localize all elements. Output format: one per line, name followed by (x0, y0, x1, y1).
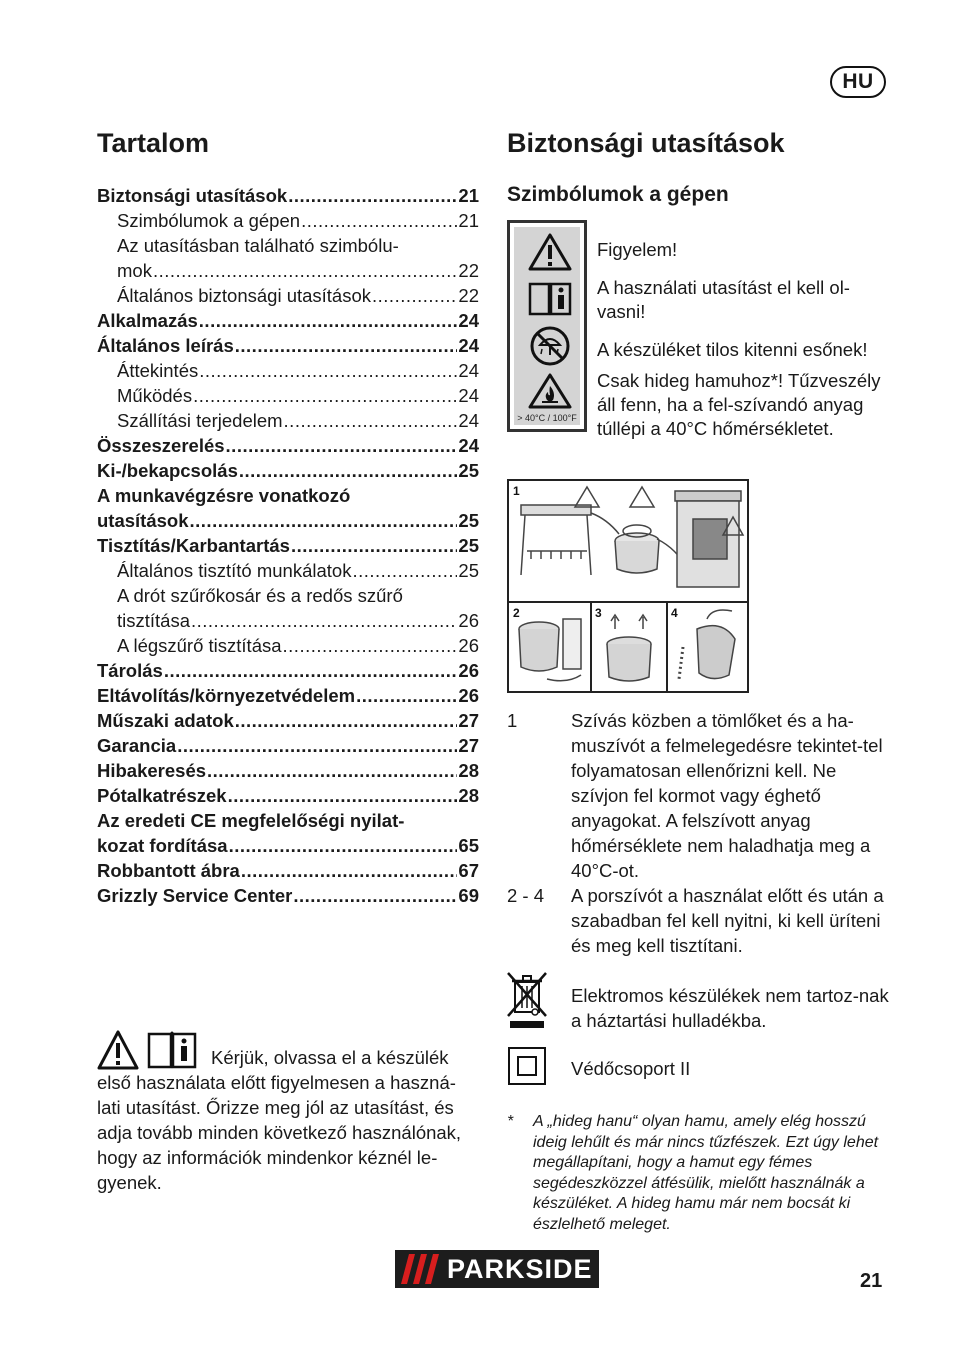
protection-class-2-icon (507, 1046, 547, 1086)
usage-illustration (507, 479, 749, 693)
item-number: 1 (507, 710, 518, 731)
toc-leader-dots (284, 408, 458, 433)
toc-leader-dots (177, 733, 457, 758)
symbol-text-read-manual: A használati utasítást el kell ol-vasni! (597, 277, 850, 322)
toc-entry (97, 258, 479, 283)
toc-entry (97, 558, 479, 583)
table-of-contents (97, 183, 479, 908)
toc-leader-dots (235, 708, 458, 733)
toc-entry-title: Eltávolítás/környezetvédelem (97, 685, 356, 706)
toc-entry-page: 21 (458, 210, 479, 231)
toc-entry-title: Robbantott ábra (97, 860, 240, 881)
toc-leader-dots (199, 358, 457, 383)
page-number: 21 (860, 1270, 883, 1292)
toc-entry-title: Hibakeresés (97, 760, 207, 781)
toc-entry-title: Alkalmazás (97, 310, 198, 331)
toc-entry-title: Összeszerelés (97, 435, 225, 456)
toc-entry (97, 683, 479, 708)
weee-text: Elektromos készülékek nem tartoz-nak a háztartási hulladékba. (571, 985, 889, 1031)
toc-entry (97, 758, 479, 783)
toc-entry (97, 733, 479, 758)
figure-number-3: 3 (595, 606, 602, 620)
toc-entry-title: utasítások (97, 510, 189, 531)
toc-entry-title: Műszaki adatok (97, 710, 234, 731)
symbol-text-no-rain: A készüléket tilos kitenni esőnek! (597, 339, 868, 360)
toc-leader-dots (293, 883, 457, 908)
toc-entry (97, 783, 479, 808)
toc-leader-dots (352, 558, 457, 583)
toc-entry-title: Az eredeti CE megfelelőségi nyilat- (97, 810, 405, 831)
item-number: 2 - 4 (507, 885, 545, 906)
toc-leader-dots (372, 283, 457, 308)
toc-entry (97, 608, 479, 633)
toc-leader-dots (301, 208, 457, 233)
toc-entry (97, 633, 479, 658)
toc-entry (97, 708, 479, 733)
toc-entry-title: Áttekintés (117, 360, 199, 381)
toc-entry-title: Az utasításban található szimbólu- (117, 235, 399, 256)
toc-leader-dots (241, 858, 458, 883)
toc-entry-title: Általános tisztító munkálatok (117, 560, 352, 581)
toc-entry (97, 858, 479, 883)
toc-leader-dots (228, 783, 458, 808)
note-text: Kérjük, olvassa el a készülék első használata előtt figyelmesen a haszná-lati utasítást. Őrizze meg jól az utasítást, és adja tovább minden következő használónak, hogy az információk mindenkor kéznél le-gyenek. (97, 1047, 462, 1193)
toc-entry-page: 24 (458, 435, 479, 456)
toc-leader-dots (291, 533, 457, 558)
toc-entry-title: Garancia (97, 735, 177, 756)
toc-entry (97, 658, 479, 683)
toc-entry-page: 22 (458, 260, 479, 281)
toc-entry-title: Általános biztonsági utasítások (117, 285, 372, 306)
toc-leader-dots (190, 508, 458, 533)
class-2-text: Védőcsoport II (571, 1058, 691, 1079)
symbol-text-cold-ash: Csak hideg hamuhoz*! Tűzveszély áll fenn, ha a fel-szívandó anyag túllépi a 40°C hőmérsékletet. (597, 370, 881, 439)
toc-entry-page: 26 (458, 610, 479, 631)
read-manual-note (97, 1030, 479, 1195)
toc-entry-title: kozat fordítása (97, 835, 228, 856)
toc-entry-title: Szállítási terjedelem (117, 410, 283, 431)
toc-leader-dots (191, 608, 457, 633)
toc-entry-page: 22 (458, 285, 479, 306)
parkside-logo (395, 1250, 599, 1288)
toc-entry (97, 483, 479, 508)
toc-entry-page: 26 (458, 660, 479, 681)
toc-entry (97, 308, 479, 333)
toc-entry-title: Működés (117, 385, 193, 406)
instruction-item-1 (507, 708, 897, 883)
toc-entry-title: Szimbólumok a gépen (117, 210, 301, 231)
safety-title: Biztonsági utasítások (507, 128, 785, 158)
no-rain-icon (528, 325, 572, 367)
toc-leader-dots (283, 633, 458, 658)
toc-entry (97, 358, 479, 383)
toc-entry-title: mok (117, 260, 152, 281)
footnote-text: A „hideg hanu“ olyan hamu, amely elég hosszú ideig lehűlt és már nincs tűzfészek. Ezt úgy lehet megállapítani, hogy a hamut egy fémes segédeszközzel átfésülik, mielőtt használnák a készüléket. A hideg hamu már nem bocsát ki észlelhető meleget. (533, 1113, 879, 1233)
toc-entry (97, 383, 479, 408)
toc-entry-page: 24 (458, 360, 479, 381)
toc-entry-page: 26 (458, 635, 479, 656)
logo-slashes-icon (401, 1254, 443, 1284)
toc-entry-page: 65 (458, 835, 479, 856)
toc-entry-title: Általános leírás (97, 335, 234, 356)
toc-entry-title: A légszűrő tisztítása (117, 635, 282, 656)
figure-number-4: 4 (671, 606, 678, 620)
toc-entry (97, 333, 479, 358)
toc-entry (97, 283, 479, 308)
toc-leader-dots (229, 833, 458, 858)
footnote-mark: * (507, 1113, 514, 1130)
read-manual-icon (528, 281, 572, 317)
toc-leader-dots (153, 258, 457, 283)
fire-hazard-icon (528, 373, 572, 409)
toc-entry (97, 508, 479, 533)
toc-title: Tartalom (97, 128, 210, 158)
warning-icon (97, 1030, 139, 1070)
toc-entry-title: Tisztítás/Karbantartás (97, 535, 290, 556)
instruction-item-2-4 (507, 883, 897, 958)
toc-leader-dots (356, 683, 457, 708)
toc-entry-title: tisztítása (117, 610, 190, 631)
toc-entry-page: 24 (458, 310, 479, 331)
crossed-bin-icon (505, 970, 549, 1030)
toc-entry-page: 27 (458, 710, 479, 731)
temperature-label: > 40°C / 100°F (517, 413, 577, 423)
toc-leader-dots (199, 308, 458, 333)
toc-entry-title: Ki-/bekapcsolás (97, 460, 238, 481)
toc-entry (97, 183, 479, 208)
toc-leader-dots (164, 658, 458, 683)
language-badge: HU (830, 66, 886, 98)
toc-entry-page: 25 (458, 510, 479, 531)
symbols-subtitle: Szimbólumok a gépen (507, 183, 729, 206)
toc-entry-title: Biztonsági utasítások (97, 185, 288, 206)
toc-leader-dots (288, 183, 457, 208)
toc-entry-page: 69 (458, 885, 479, 906)
toc-entry-page: 24 (458, 335, 479, 356)
toc-entry (97, 433, 479, 458)
toc-leader-dots (193, 383, 457, 408)
read-manual-icon (147, 1030, 197, 1070)
toc-leader-dots (226, 433, 458, 458)
toc-entry-page: 28 (458, 760, 479, 781)
toc-entry (97, 233, 479, 258)
symbol-text-warning: Figyelem! (597, 239, 678, 260)
note-icons (97, 1030, 197, 1070)
toc-entry-page: 28 (458, 785, 479, 806)
toc-entry-page: 25 (458, 560, 479, 581)
toc-leader-dots (207, 758, 457, 783)
toc-entry-page: 24 (458, 385, 479, 406)
toc-entry (97, 808, 479, 833)
toc-entry (97, 833, 479, 858)
warning-icon (528, 233, 572, 271)
toc-leader-dots (235, 333, 458, 358)
toc-entry-title: A drót szűrőkosár és a redős szűrő (117, 585, 403, 606)
figure-number-2: 2 (513, 606, 520, 620)
toc-entry-title: Pótalkatrészek (97, 785, 227, 806)
toc-entry (97, 458, 479, 483)
figure-number-1: 1 (513, 484, 520, 498)
toc-entry-page: 21 (458, 185, 479, 206)
item-text: Szívás közben a tömlőket és a ha-muszívót a felmelegedésre tekintet-tel folyamatosan ellenőrizni kell. Ne szívjon fel kormot vagy éghető anyagokat. A felszívott anyag hőmérséklete nem haladhatja meg a 40°C-ot. (571, 710, 883, 881)
toc-entry-page: 24 (458, 410, 479, 431)
item-text: A porszívót a használat előtt és után a szabadban fel kell nyitni, ki kell üríteni és meg kell tisztítani. (571, 885, 884, 956)
toc-entry (97, 208, 479, 233)
toc-entry (97, 883, 479, 908)
machine-symbols-panel (507, 220, 587, 432)
toc-entry-title: Tárolás (97, 660, 163, 681)
brand-name: PARKSIDE (447, 1254, 593, 1284)
toc-entry (97, 533, 479, 558)
toc-entry-title: A munkavégzésre vonatkozó (97, 485, 351, 506)
toc-entry (97, 583, 479, 608)
toc-entry-page: 26 (458, 685, 479, 706)
toc-entry-page: 25 (458, 535, 479, 556)
toc-entry-page: 25 (458, 460, 479, 481)
toc-entry-page: 27 (458, 735, 479, 756)
toc-entry-page: 67 (458, 860, 479, 881)
toc-leader-dots (239, 458, 458, 483)
toc-entry (97, 408, 479, 433)
toc-entry-title: Grizzly Service Center (97, 885, 293, 906)
